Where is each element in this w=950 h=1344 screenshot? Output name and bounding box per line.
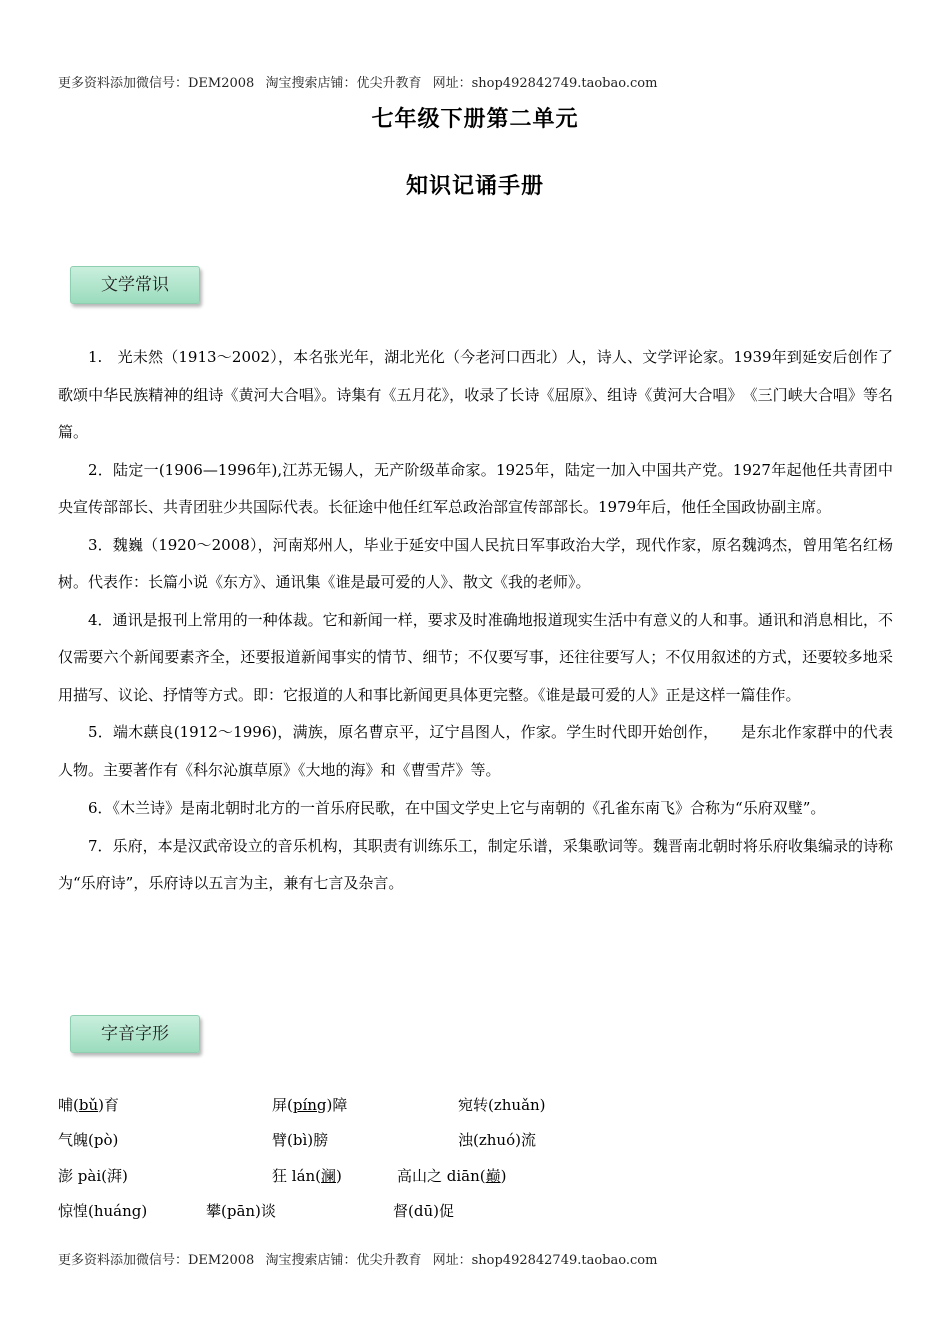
knowledge-item: 6．《木兰诗》是南北朝时北方的一首乐府民歌，在中国文学史上它与南朝的《孔雀东南飞》合称为“乐府双璧”。 (88, 799, 826, 817)
word-item: 攀(pān)谈 (206, 1202, 276, 1220)
word-item: 狂 lán(澜) (272, 1167, 342, 1185)
page-subtitle: 知识记诵手册 (405, 173, 544, 199)
section-tag-pronunciation: 字音字形 (70, 1015, 200, 1053)
word-item: 屏(píng)障 (272, 1096, 348, 1114)
word-item: 惊惶(huáng) (58, 1202, 148, 1220)
knowledge-item: 7．乐府，本是汉武帝设立的音乐机构，其职责有训练乐工，制定乐谱，采集歌词等。魏晋南北朝时将乐府收集编录的诗称为“乐府诗”，乐府诗以五言为主，兼有七言及杂言。 (58, 836, 893, 892)
word-item: 浊(zhuó)流 (458, 1131, 536, 1149)
knowledge-item: 2．陆定一(1906—1996年),江苏无锡人，无产阶级革命家。1925年，陆定一加入中国共产党。1927年起他任共青团中央宣传部部长、共青团驻少共国际代表。长征途中他任红军总政治部宣传部部长。1979年后，他任全国政协副主席。 (58, 460, 893, 516)
footer-wechat: 更多资料添加微信号：DEM2008 (58, 1253, 255, 1268)
footer-url: 网址：shop492842749.taobao.com (432, 1253, 658, 1268)
page-header (58, 72, 664, 91)
knowledge-item: 4．通讯是报刊上常用的一种体裁。它和新闻一样，要求及时准确地报道现实生活中有意义的人和事。通讯和消息相比，不仅需要六个新闻要素齐全，还要报道新闻事实的情节、细节；不仅要写事，还往往要写人；不仅用叙述的方式，还要较多地采用描写、议论、抒情等方式。即：它报道的人和事比新闻更具体更完整。《谁是最可爱的人》正是这样一篇佳作。 (58, 610, 893, 704)
header-url: 网址：shop492842749.taobao.com (432, 76, 658, 91)
word-item: 臂(bì)膀 (272, 1131, 329, 1149)
word-item: 宛转(zhuǎn) (458, 1096, 546, 1114)
word-item: 澎 pài(湃) (58, 1167, 128, 1185)
word-item: 哺(bǔ)育 (58, 1096, 119, 1114)
word-item: 气魄(pò) (58, 1131, 119, 1149)
literary-knowledge-list (58, 339, 893, 903)
header-wechat: 更多资料添加微信号：DEM2008 (58, 76, 255, 91)
page-title: 七年级下册第二单元 (371, 106, 579, 132)
knowledge-item: 3．魏巍（1920～2008），河南郑州人，毕业于延安中国人民抗日军事政治大学，现代作家，原名魏鸿杰，曾用笔名红杨树。代表作：长篇小说《东方》、通讯集《谁是最可爱的人》、散文《我的老师》。 (58, 535, 893, 591)
knowledge-item: 1. 光未然（1913～2002），本名张光年，湖北光化（今老河口西北）人，诗人、文学评论家。1939年到延安后创作了歌颂中华民族精神的组诗《黄河大合唱》。诗集有《五月花》，收录了长诗《屈原》、组诗《黄河大合唱》 《三门峡大合唱》等名篇。 (58, 348, 893, 441)
word-item: 督(dū)促 (393, 1202, 454, 1220)
header-shop: 淘宝搜索店铺：优尖升教育 (265, 76, 422, 91)
knowledge-item: 5．端木蕻良(1912～1996)，满族，原名曹京平，辽宁昌图人，作家。学生时代即开始创作， 是东北作家群中的代表人物。主要著作有《科尔沁旗草原》《大地的海》和《曹雪芹》等。 (58, 723, 893, 779)
page-footer (58, 1249, 664, 1268)
footer-shop: 淘宝搜索店铺：优尖升教育 (265, 1253, 422, 1268)
section-tag-literary-knowledge: 文学常识 (70, 266, 200, 304)
word-item: 高山之 diān(巅) (397, 1167, 507, 1185)
